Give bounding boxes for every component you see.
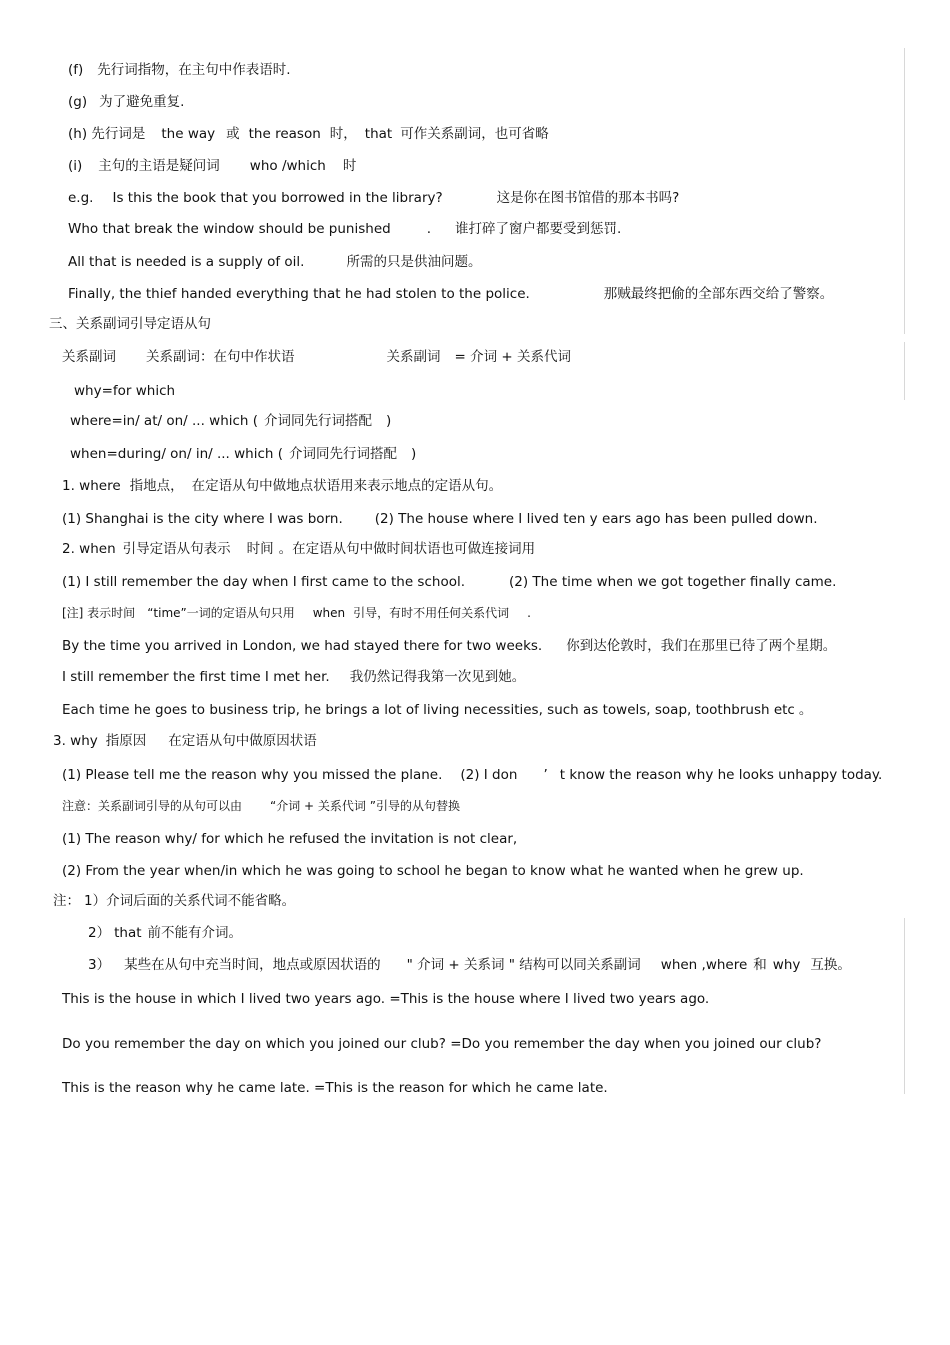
text-line: (f) 先行词指物，在主句中作表语时.	[68, 62, 291, 78]
margin-rule	[904, 342, 905, 400]
text-line: All that is needed is a supply of oil. 所需的只是供油问题。	[68, 254, 482, 270]
margin-rule	[904, 48, 905, 334]
text-line: Finally, the thief handed everything that he had stolen to the police. 那贼最终把偷的全部东西交给了警察。	[68, 286, 834, 302]
text-line: This is the reason why he came late. =This is the reason for which he came late.	[62, 1080, 608, 1096]
text-line: (1) The reason why/ for which he refused the invitation is not clear,	[62, 831, 518, 847]
text-line: (2) From the year when/in which he was going to school he began to know what he wanted when he grew up.	[62, 863, 804, 879]
text-line: e.g. Is this the book that you borrowed in the library? 这是你在图书馆借的那本书吗?	[68, 190, 680, 206]
text-line: 关系副词 关系副词：在句中作状语 关系副词 = 介词 + 关系代词	[62, 349, 571, 365]
text-line: This is the house in which I lived two years ago. =This is the house where I lived two years ago.	[62, 991, 710, 1007]
text-line: 注： 1）介词后面的关系代词不能省略。	[53, 893, 296, 909]
text-line: 3） 某些在从句中充当时间，地点或原因状语的 " 介词 + 关系词 " 结构可以同关系副词 when ,where 和 why 互换。	[88, 957, 851, 973]
text-line: 2） that 前不能有介词。	[88, 925, 243, 941]
text-line: 3. why 指原因 在定语从句中做原因状语	[53, 733, 317, 749]
text-line: (1) Shanghai is the city where I was born. (2) The house where I lived ten y ears ago has been pulled down.	[62, 511, 818, 527]
text-line: 2. when 引导定语从句表示 时间 。在定语从句中做时间状语也可做连接词用	[62, 541, 536, 557]
text-line: Who that break the window should be punished . 谁打碎了窗户都要受到惩罚.	[68, 221, 622, 237]
text-line: (h) 先行词是 the way 或 the reason 时， that 可作关系副词，也可省略	[68, 126, 549, 142]
text-line: Do you remember the day on which you joined our club? =Do you remember the day when you joined our club?	[62, 1036, 822, 1052]
text-line: (g) 为了避免重复.	[68, 94, 185, 110]
text-line: when=during/ on/ in/ ... which ( 介词同先行词搭配 )	[70, 446, 417, 462]
text-line: By the time you arrived in London, we had stayed there for two weeks. 你到达伦敦时，我们在那里已待了两个星期。	[62, 638, 837, 654]
text-line: where=in/ at/ on/ ... which ( 介词同先行词搭配 )	[70, 413, 392, 429]
margin-rule	[904, 918, 905, 1094]
note-line: [注] 表示时间 “time”一词的定语从句只用 when 引导，有时不用任何关系代词 .	[62, 606, 531, 620]
text-line: why=for which	[74, 383, 176, 399]
text-line: (1) Please tell me the reason why you missed the plane. (2) I don ’ t know the reason why he looks unhappy today.	[62, 767, 883, 783]
text-line: Each time he goes to business trip, he brings a lot of living necessities, such as towels, soap, toothbrush etc 。	[62, 702, 813, 718]
text-line: I still remember the first time I met her. 我仍然记得我第一次见到她。	[62, 669, 526, 685]
note-line: 注意：关系副词引导的从句可以由 “介词 + 关系代词 ”引导的从句替换	[62, 799, 460, 813]
section-heading: 三、关系副词引导定语从句	[49, 316, 211, 332]
text-line: (1) I still remember the day when I first came to the school. (2) The time when we got together finally came.	[62, 574, 837, 590]
text-line: 1. where 指地点， 在定语从句中做地点状语用来表示地点的定语从句。	[62, 478, 503, 494]
text-line: (i) 主句的主语是疑问词 who /which 时	[68, 158, 357, 174]
